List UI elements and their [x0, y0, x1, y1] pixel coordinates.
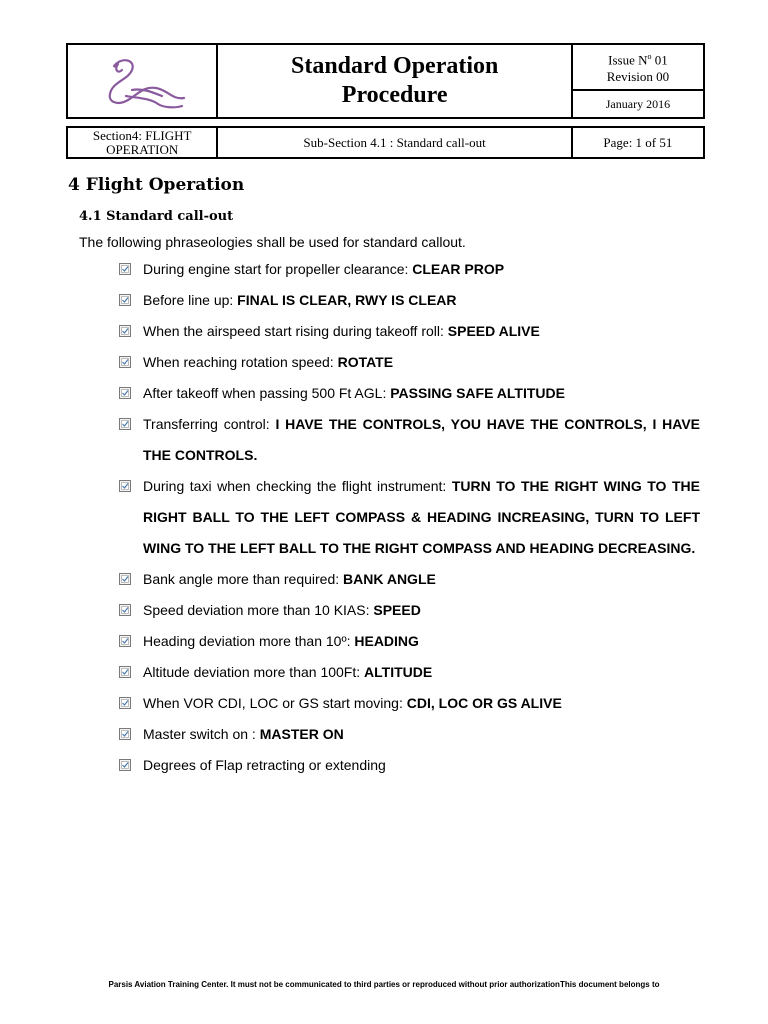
item-callout: CLEAR PROP [412, 261, 505, 277]
item-text: When VOR CDI, LOC or GS start moving: [143, 695, 407, 711]
list-item [118, 595, 700, 626]
checkbox-bullet-icon [119, 728, 131, 740]
item-callout: PASSING SAFE ALTITUDE [390, 385, 565, 401]
item-text: When reaching rotation speed: [143, 354, 338, 370]
footer-notice: Parsis Aviation Training Center. It must not be communicated to third parties or reproduced without prior authorizationThis document belongs to [108, 980, 660, 989]
list-item [118, 657, 700, 688]
intro-paragraph: The following phraseologies shall be used for standard callout. [79, 234, 466, 250]
section-heading: 4 Flight Operation [68, 175, 245, 195]
list-item [118, 688, 700, 719]
item-callout: SPEED ALIVE [447, 323, 540, 339]
issue-date: January 2016 [572, 90, 704, 118]
checkbox-bullet-icon [119, 387, 131, 399]
item-text: During engine start for propeller clearance: [143, 261, 413, 277]
document-header [66, 43, 705, 119]
list-item [118, 254, 700, 285]
logo-cell [67, 44, 217, 118]
title-line-2: Procedure [341, 82, 448, 108]
item-text: Master switch on : [143, 726, 260, 742]
item-callout: BANK ANGLE [343, 571, 436, 587]
item-text: Heading deviation more than 10º: [143, 633, 355, 649]
checkbox-bullet-icon [119, 573, 131, 585]
revision-number: Revision 00 [606, 68, 670, 84]
item-text: Before line up: [143, 292, 238, 308]
list-item [118, 347, 700, 378]
checkbox-bullet-icon [119, 759, 131, 771]
list-item [118, 719, 700, 750]
item-callout: ROTATE [337, 354, 394, 370]
checkbox-bullet-icon [119, 480, 131, 492]
checkbox-bullet-icon [119, 418, 131, 430]
checkbox-bullet-icon [119, 666, 131, 678]
page-number: Page: 1 of 51 [572, 127, 704, 158]
item-callout: MASTER ON [259, 726, 344, 742]
item-callout: CDI, LOC OR GS ALIVE [406, 695, 562, 711]
list-item [118, 316, 700, 347]
checkbox-bullet-icon [119, 697, 131, 709]
item-text: When the airspeed start rising during takeoff roll: [143, 323, 448, 339]
item-callout: HEADING [354, 633, 419, 649]
item-callout: ALTITUDE [364, 664, 433, 680]
list-item [118, 471, 700, 564]
list-item [118, 285, 700, 316]
section-label: Section4: FLIGHT OPERATION [67, 127, 217, 158]
list-item [118, 409, 700, 471]
document-subheader [66, 126, 705, 159]
checkbox-bullet-icon [119, 604, 131, 616]
list-item [118, 378, 700, 409]
item-text: Transferring control: [143, 416, 276, 432]
document-title [217, 44, 571, 118]
item-text: During taxi when checking the flight instrument: [143, 478, 452, 494]
checkbox-bullet-icon [119, 263, 131, 275]
checkbox-bullet-icon [119, 325, 131, 337]
list-item [118, 750, 700, 781]
item-text: After takeoff when passing 500 Ft AGL: [143, 385, 391, 401]
subsection-heading: 4.1 Standard call-out [79, 209, 234, 224]
item-text: Speed deviation more than 10 KIAS: [143, 602, 374, 618]
checkbox-bullet-icon [119, 356, 131, 368]
checkbox-bullet-icon [119, 294, 131, 306]
list-item [118, 626, 700, 657]
title-line-1: Standard Operation [290, 53, 499, 79]
list-item [118, 564, 700, 595]
item-callout: SPEED [373, 602, 421, 618]
item-text: Altitude deviation more than 100Ft: [143, 664, 365, 680]
issue-number: Issue $N^o$ 01 [608, 52, 668, 68]
issue-revision-cell [572, 44, 704, 90]
callout-list [118, 254, 700, 781]
item-text: Degrees of Flap retracting or extending [143, 757, 386, 773]
checkbox-bullet-icon [119, 635, 131, 647]
swan-logo [92, 48, 192, 110]
item-callout: I HAVE THE CONTROLS, YOU HAVE THE CONTROLS, I HAVE THE CONTROLS. [143, 416, 701, 463]
subsection-label: Sub-Section 4.1 : Standard call-out [217, 127, 571, 158]
item-callout: TURN TO THE RIGHT WING TO THE RIGHT BALL TO THE LEFT COMPASS & HEADING INCREASING, TURN TO LEFT WING TO THE LEFT BALL TO THE RIGHT COMPASS AND HEADING DECREASING. [143, 478, 700, 556]
item-text: Bank angle more than required: [143, 571, 344, 587]
item-callout: FINAL IS CLEAR, RWY IS CLEAR [237, 292, 457, 308]
